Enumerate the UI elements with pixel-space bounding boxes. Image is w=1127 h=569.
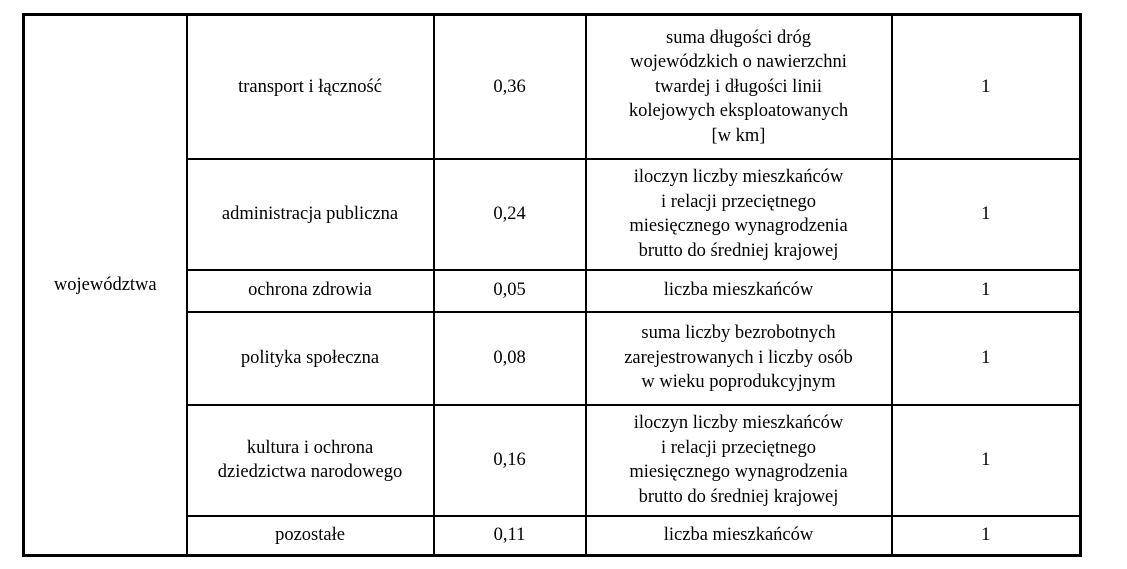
basis-line: kolejowych eksploatowanych (628, 101, 849, 121)
weight-cell (434, 312, 586, 405)
category-cell (187, 270, 434, 312)
basis-line: brutto do średniej krajowej (638, 240, 839, 261)
category-cell (187, 15, 434, 159)
weight-cell (434, 405, 586, 516)
basis-line: suma długości dróg (666, 27, 811, 48)
basis-cell (586, 159, 892, 270)
basis-line: miesięcznego wynagrodzenia (629, 462, 848, 482)
category-cell (187, 516, 434, 556)
weight-value: 0,24 (493, 203, 526, 224)
basis-line: wojewódzkich o nawierzchni (630, 52, 847, 72)
basis-cell (586, 270, 892, 312)
category-line: administracja publiczna (221, 203, 399, 224)
basis-line: i relacji przeciętnego (660, 191, 817, 212)
basis-cell (586, 312, 892, 405)
coefficient-cell (892, 405, 1081, 516)
coefficient-cell (892, 270, 1081, 312)
weight-cell (434, 270, 586, 312)
weight-value: 0,05 (493, 280, 526, 301)
allocation-table (22, 13, 1082, 557)
category-line: ochrona zdrowia (248, 280, 372, 301)
weight-value: 0,11 (493, 525, 526, 545)
basis-line: miesięcznego wynagrodzenia (629, 216, 848, 236)
coefficient-value: 1 (981, 525, 991, 545)
coefficient-cell (892, 15, 1081, 159)
basis-line: liczba mieszkańców (663, 525, 814, 545)
category-line: dziedzictwa narodowego (217, 462, 403, 482)
weight-value: 0,36 (493, 76, 526, 97)
weight-value: 0,08 (493, 347, 526, 368)
group-label: województwa (53, 274, 157, 295)
category-line: kultura i ochrona (246, 437, 374, 458)
category-line: polityka społeczna (240, 347, 380, 368)
coefficient-value: 1 (981, 76, 991, 97)
basis-line: iloczyn liczby mieszkańców (633, 413, 844, 433)
coefficient-cell (892, 312, 1081, 405)
category-line: transport i łączność (238, 76, 382, 97)
category-cell (187, 159, 434, 270)
weight-value: 0,16 (493, 449, 526, 470)
weight-cell (434, 159, 586, 270)
basis-line: i relacji przeciętnego (660, 437, 817, 458)
basis-line: brutto do średniej krajowej (638, 486, 839, 507)
category-cell (187, 312, 434, 405)
coefficient-cell (892, 159, 1081, 270)
basis-cell (586, 15, 892, 159)
basis-line: [w km] (711, 125, 766, 146)
basis-line: twardej i długości linii (655, 76, 822, 97)
basis-line: liczba mieszkańców (663, 280, 814, 301)
basis-cell (586, 516, 892, 556)
category-line: pozostałe (275, 525, 345, 545)
basis-line: suma liczby bezrobotnych (641, 323, 836, 344)
category-cell (187, 405, 434, 516)
weight-cell (434, 15, 586, 159)
basis-line: zarejestrowanych i liczby osób (624, 347, 853, 368)
weight-cell (434, 516, 586, 556)
coefficient-cell (892, 516, 1081, 556)
group-cell (24, 15, 187, 556)
basis-line: w wieku poprodukcyjnym (641, 372, 836, 393)
coefficient-value: 1 (981, 203, 991, 224)
coefficient-value: 1 (981, 347, 991, 368)
basis-cell (586, 405, 892, 516)
table-row (24, 15, 1081, 159)
basis-line: iloczyn liczby mieszkańców (633, 167, 844, 187)
coefficient-value: 1 (981, 280, 991, 301)
coefficient-value: 1 (981, 449, 991, 470)
